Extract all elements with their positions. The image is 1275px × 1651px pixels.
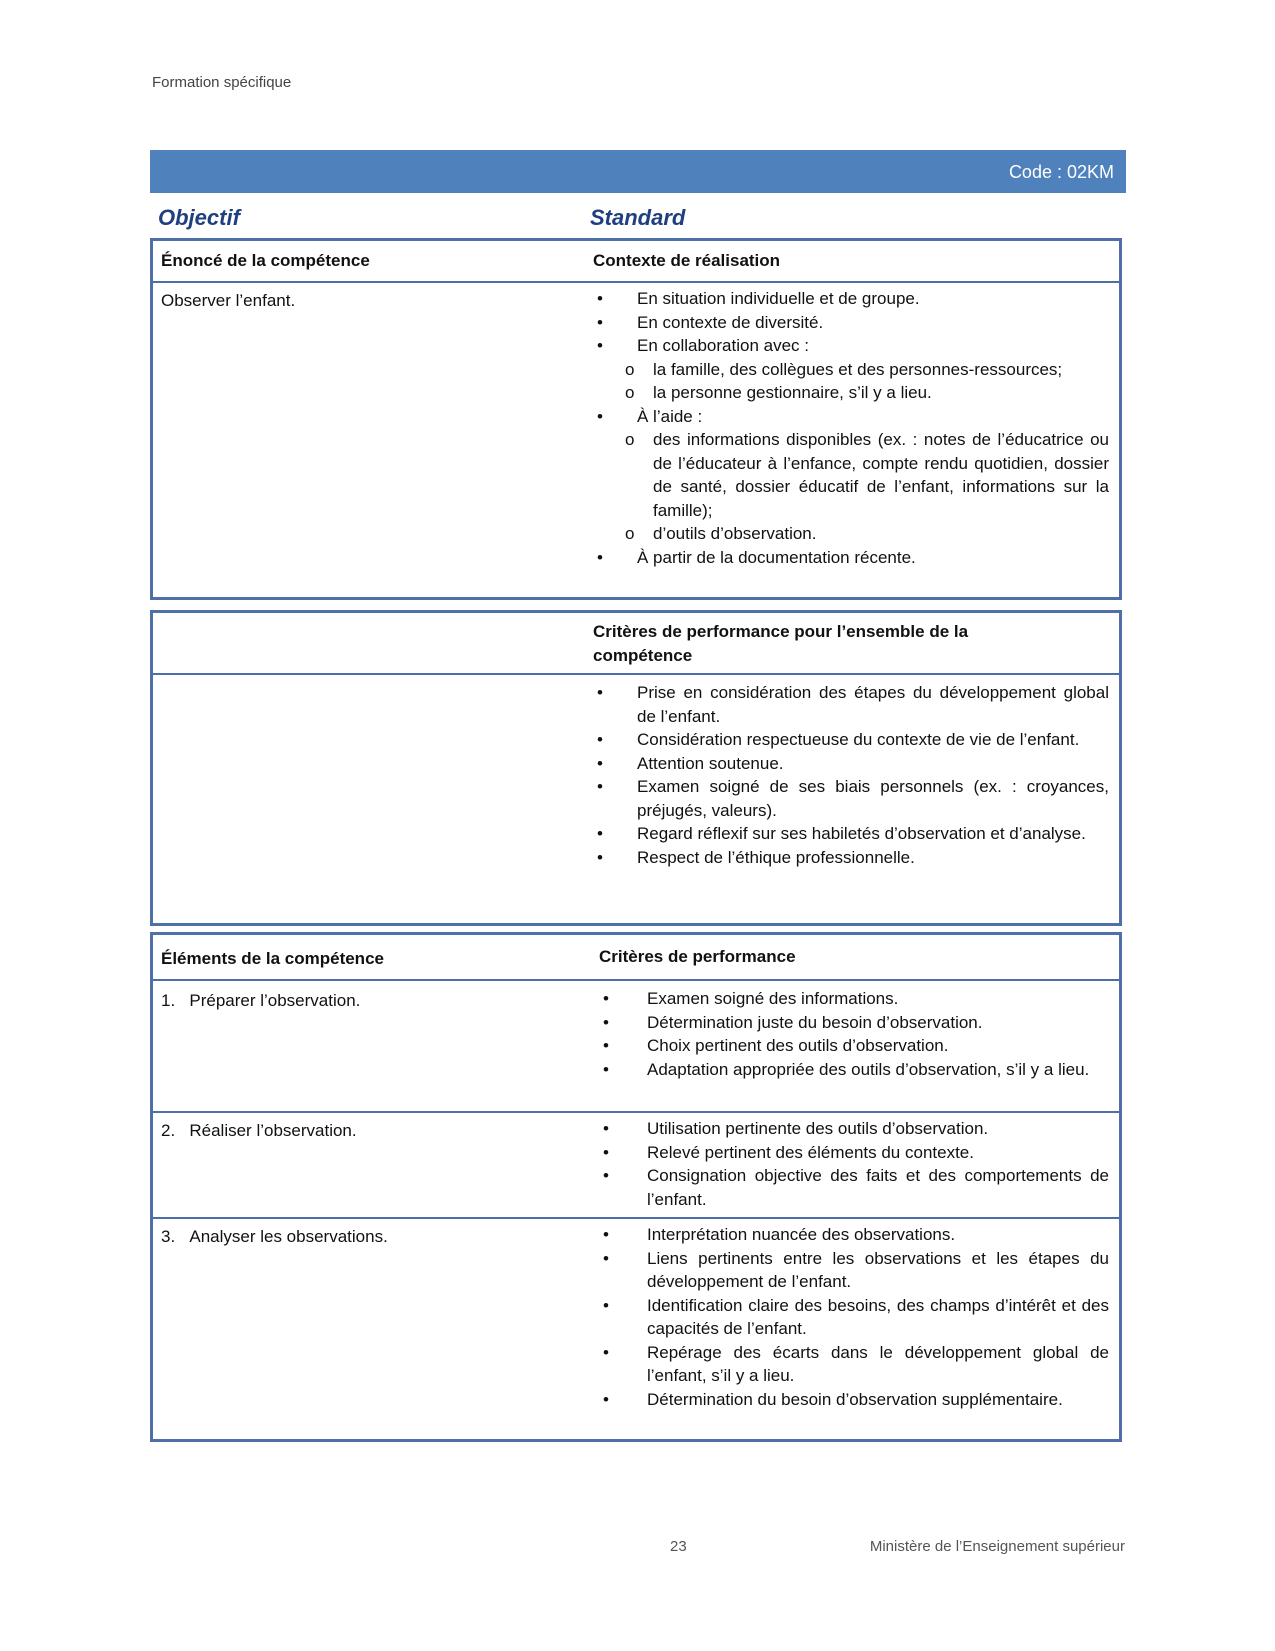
competence-statement: Observer l’enfant. bbox=[161, 291, 296, 310]
criteres-header: Critères de performance bbox=[599, 947, 796, 966]
element-criteria-list bbox=[599, 987, 1109, 1081]
code-bar bbox=[150, 150, 1126, 193]
element-label: 1. Préparer l’observation. bbox=[161, 991, 361, 1010]
context-item: • En contexte de diversité. bbox=[593, 311, 1109, 335]
page-number: 23 bbox=[670, 1538, 687, 1555]
running-header: Formation spécifique bbox=[152, 74, 292, 91]
criterion-item: • Liens pertinents entre les observations et les étapes du développement de l’enfant. bbox=[599, 1247, 1109, 1294]
criterion-item: • Consignation objective des faits et des comportements de l’enfant. bbox=[599, 1164, 1109, 1211]
enonce-header: Énoncé de la compétence bbox=[161, 251, 370, 270]
criterion-item: • Détermination du besoin d’observation supplémentaire. bbox=[599, 1388, 1109, 1412]
element-criteria-list bbox=[599, 1117, 1109, 1211]
elements-header: Éléments de la compétence bbox=[161, 949, 384, 968]
table2-header-row bbox=[153, 613, 1119, 675]
criterion-item: • Détermination juste du besoin d’observation. bbox=[599, 1011, 1109, 1035]
criterion-item: • Repérage des écarts dans le développement global de l’enfant, s’il y a lieu. bbox=[599, 1341, 1109, 1388]
criterion-item: • Relevé pertinent des éléments du contexte. bbox=[599, 1141, 1109, 1165]
criterion-item: • Adaptation appropriée des outils d’observation, s’il y a lieu. bbox=[599, 1058, 1109, 1082]
element-row bbox=[153, 1217, 1119, 1443]
competence-context-table bbox=[150, 238, 1122, 600]
overall-criteria-list bbox=[593, 681, 1109, 869]
contexte-header: Contexte de réalisation bbox=[593, 251, 781, 270]
criterion-item: • Respect de l’éthique professionnelle. bbox=[593, 846, 1109, 870]
context-item: • En collaboration avec : o la famille, des collègues et des personnes-ressources; o la personne gestionnaire, s’il y a lieu. bbox=[593, 334, 1109, 405]
table1-header-row bbox=[153, 241, 1119, 283]
element-row bbox=[153, 981, 1119, 1111]
context-list bbox=[593, 287, 1109, 569]
table3-header-row bbox=[153, 935, 1119, 981]
element-criteria-list bbox=[599, 1223, 1109, 1411]
criterion-item: • Utilisation pertinente des outils d’observation. bbox=[599, 1117, 1109, 1141]
standard-label: Standard bbox=[590, 205, 686, 230]
element-label: 3. Analyser les observations. bbox=[161, 1227, 388, 1246]
criterion-item: • Identification claire des besoins, des champs d’intérêt et des capacités de l’enfant. bbox=[599, 1294, 1109, 1341]
context-subitem: o la famille, des collègues et des personnes-ressources; bbox=[593, 358, 1109, 382]
competence-code: Code : 02KM bbox=[1008, 162, 1114, 182]
criterion-item: • Attention soutenue. bbox=[593, 752, 1109, 776]
objectif-label: Objectif bbox=[158, 205, 240, 230]
element-row bbox=[153, 1111, 1119, 1217]
criterion-item: • Prise en considération des étapes du développement global de l’enfant. bbox=[593, 681, 1109, 728]
elements-criteria-table bbox=[150, 932, 1122, 1442]
context-subitem: o des informations disponibles (ex. : notes de l’éducatrice ou de l’éducateur à l’enfance, compte rendu quotidien, dossier de santé, dossier éducatif de l’enfant, informations sur la famille); bbox=[593, 428, 1109, 522]
element-label: 2. Réaliser l’observation. bbox=[161, 1121, 357, 1140]
overall-criteria-table bbox=[150, 610, 1122, 926]
criterion-item: • Examen soigné de ses biais personnels (ex. : croyances, préjugés, valeurs). bbox=[593, 775, 1109, 822]
criterion-item: • Examen soigné des informations. bbox=[599, 987, 1109, 1011]
criterion-item: • Regard réflexif sur ses habiletés d’observation et d’analyse. bbox=[593, 822, 1109, 846]
context-item: • À l’aide : o des informations disponibles (ex. : notes de l’éducatrice ou de l’éducateur à l’enfance, compte rendu quotidien, dossier de santé, dossier éducatif de l’enfant, informations sur la famille); o d’outils d’observation. bbox=[593, 405, 1109, 546]
overall-criteria-header: Critères de performance pour l’ensemble de la compétence bbox=[593, 622, 969, 665]
criterion-item: • Considération respectueuse du contexte de vie de l’enfant. bbox=[593, 728, 1109, 752]
context-subitem: o la personne gestionnaire, s’il y a lieu. bbox=[593, 381, 1109, 405]
context-subitem: o d’outils d’observation. bbox=[593, 522, 1109, 546]
context-item: • En situation individuelle et de groupe. bbox=[593, 287, 1109, 311]
footer-ministry: Ministère de l’Enseignement supérieur bbox=[869, 1538, 1125, 1555]
criterion-item: • Choix pertinent des outils d’observation. bbox=[599, 1034, 1109, 1058]
context-item: • À partir de la documentation récente. bbox=[593, 546, 1109, 570]
criterion-item: • Interprétation nuancée des observations. bbox=[599, 1223, 1109, 1247]
